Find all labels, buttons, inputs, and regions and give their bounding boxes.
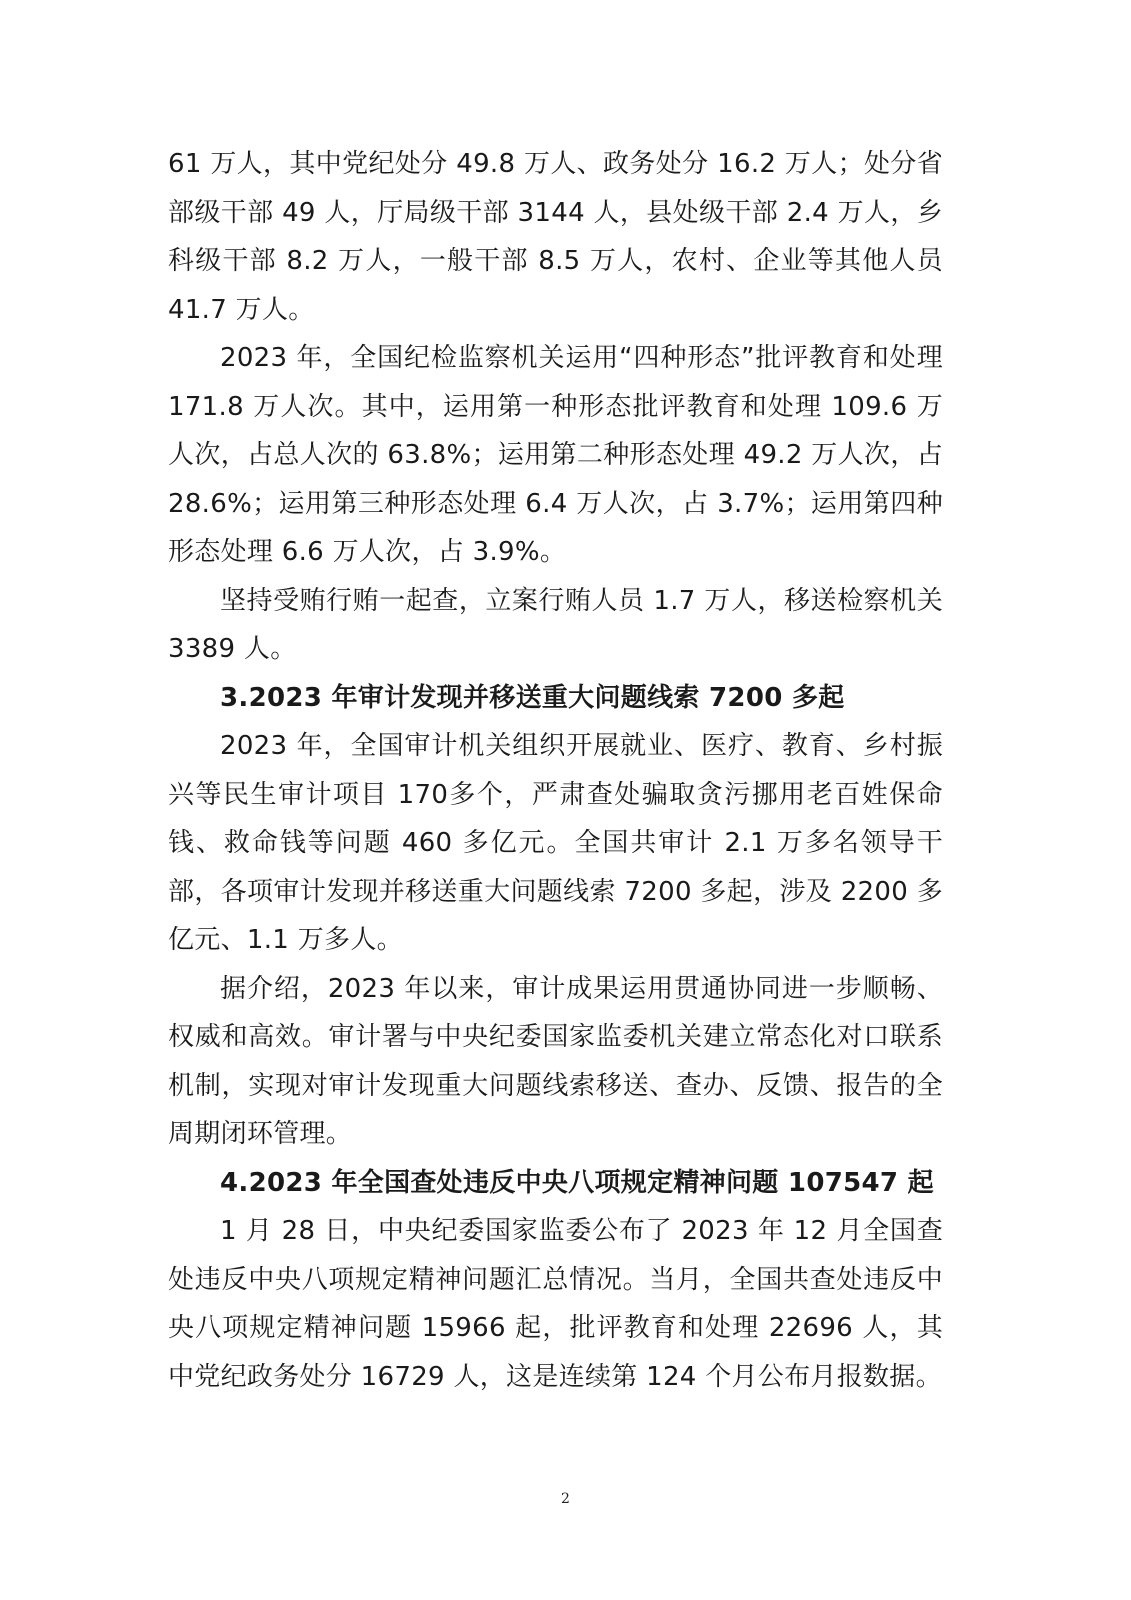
paragraph-audit-mechanism: 据介绍，2023 年以来，审计成果运用贯通协同进一步顺畅、权威和高效。审计署与中央纪委国家监委机关建立常态化对口联系机制，实现对审计发现重大问题线索移送、查办、反馈、报告的全周期闭环管理。 xyxy=(168,973,943,1149)
section-heading-audit: 3.2023 年审计发现并移送重大问题线索 7200 多起 xyxy=(220,682,845,713)
paragraph-audit-projects: 2023 年，全国审计机关组织开展就业、医疗、教育、乡村振兴等民生审计项目 170多个，严肃查处骗取贪污挪用老百姓保命钱、救命钱等问题 460 多亿元。全国共审计 2.1 万多名领导干部，各项审计发现并移送重大问题线索 7200 多起，涉及 2200 多亿元、1.1 万多人。 xyxy=(168,731,943,955)
paragraph-bribery: 坚持受贿行贿一起查，立案行贿人员 1.7 万人，移送检察机关 3389 人。 xyxy=(168,585,943,664)
page-number: 2 xyxy=(561,1491,570,1507)
paragraph-discipline-stats-continued: 61 万人，其中党纪处分 49.8 万人、政务处分 16.2 万人；处分省部级干部 49 人，厅局级干部 3144 人，县处级干部 2.4 万人，乡科级干部 8.2 万人，一般干部 8.5 万人，农村、企业等其他人员 41.7 万人。 xyxy=(168,149,943,325)
document-body xyxy=(168,140,943,1401)
section-heading-eight-rules: 4.2023 年全国查处违反中央八项规定精神问题 107547 起 xyxy=(220,1167,934,1198)
paragraph-monthly-report: 1 月 28 日，中央纪委国家监委公布了 2023 年 12 月全国查处违反中央八项规定精神问题汇总情况。当月，全国共查处违反中央八项规定精神问题 15966 起，批评教育和处理 22696 人，其中党纪政务处分 16729 人，这是连续第 124 个月公布月报数据。 xyxy=(168,1216,943,1392)
paragraph-four-forms: 2023 年，全国纪检监察机关运用“四种形态”批评教育和处理 171.8 万人次。其中，运用第一种形态批评教育和处理 109.6 万人次，占总人次的 63.8%；运用第二种形态处理 49.2 万人次，占 28.6%；运用第三种形态处理 6.4 万人次，占 3.7%；运用第四种形态处理 6.6 万人次，占 3.9%。 xyxy=(168,343,943,567)
